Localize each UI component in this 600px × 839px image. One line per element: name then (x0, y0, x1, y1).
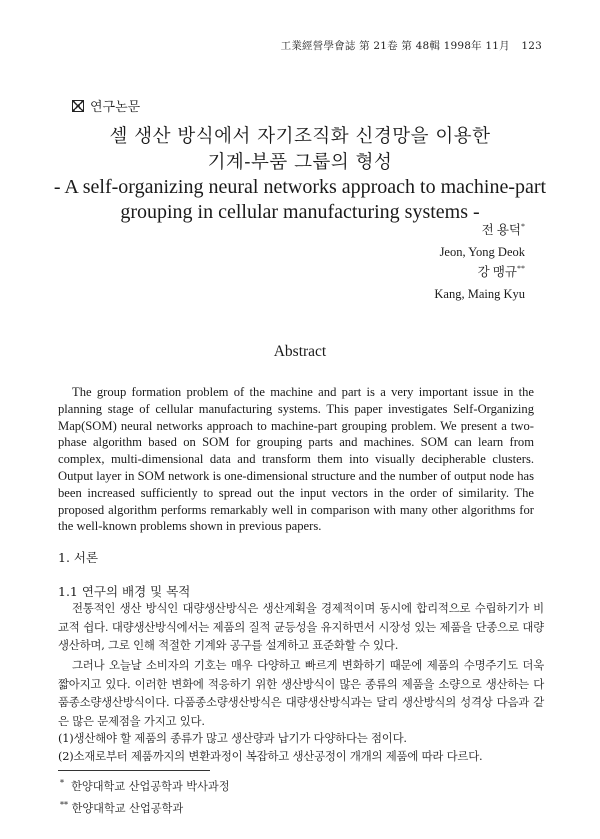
author1-mark: * (521, 221, 525, 231)
body-paragraph-1: 전통적인 생산 방식인 대량생산방식은 생산계획을 경제적이며 동시에 합리적으로 수립하기가 비교적 쉽다. 대량생산방식에서는 제품의 질적 균등성을 유지하면서 시장성 있는 제품을 단종으로 대량생산하며, 그로 인해 적절한 기계와 공구를 설계하고 표준화할 수 있다. (58, 601, 544, 653)
section-tag-label: 연구논문 (90, 100, 141, 115)
abstract-heading: Abstract (273, 343, 327, 360)
footnote-2-text: 한양대학교 산업공학과 (71, 802, 184, 815)
author2-mark: ** (517, 263, 525, 273)
author1-korean: 전 용덕* (481, 221, 525, 237)
author1-english: Jeon, Yong Deok (439, 245, 525, 259)
footnote-2 (60, 800, 183, 816)
title-english-line1: - A self-organizing neural networks approach to machine-part (53, 176, 547, 198)
title-korean-line2: 기계-부품 그룹의 형성 (207, 152, 393, 173)
boxed-cross-icon (72, 100, 84, 112)
title-english-line2: grouping in cellular manufacturing systems - (120, 201, 480, 223)
body-paragraph-2: 그러나 오늘날 소비자의 기호는 매우 다양하고 빠르게 변화하기 때문에 제품의 수명주기도 더욱 짧아지고 있다. 이러한 변화에 적응하기 위한 생산방식이 많은 종류의 제품을 소량으로 생산하는 다품종소량생산방식이다. 다품종소량생산방식은 대량생산방식과는 달리 생산방식의 성격상 다음과 같은 많은 문제점을 가지고 있다. (58, 658, 544, 728)
list-item-2: (2)소재로부터 제품까지의 변환과정이 복잡하고 생산공정이 개개의 제품에 따라 다르다. (58, 749, 483, 763)
footnote-1-mark: * (60, 778, 64, 788)
journal-header (281, 38, 542, 53)
title-korean-line1: 셀 생산 방식에서 자기조직화 신경망을 이용한 (109, 126, 491, 147)
author2-english: Kang, Maing Kyu (434, 287, 525, 301)
footnote-rule (58, 770, 210, 771)
author2-korean: 강 맹규** (477, 263, 525, 279)
footnote-2-mark: ** (60, 800, 68, 810)
section-tag (72, 96, 140, 115)
section-heading-introduction: 1. 서론 (58, 550, 99, 565)
footnote-1 (60, 778, 230, 794)
page-number: 123 (521, 40, 542, 52)
abstract-text: The group formation problem of the machine and part is a very important issue in the planning stage of cellular manufacturing systems. This paper investigates Self-Organizing Map(SOM) neural networks approach to machine-part grouping problem. We present a two-phase algorithm based on SOM for grouping parts and machines. SOM can learn from complex, multi-dimensional data and transform them into visually decipherable clusters. Output layer in SOM network is one-dimensional structure and the number of output node has been increased sufficiently to spread out the input vectors in the order of similarity. The proposed algorithm performs remarkably well in comparison with many other algorithms for the well-known problems shown in previous papers. (58, 385, 534, 534)
subsection-heading-background: 1.1 연구의 배경 및 목적 (58, 584, 191, 599)
journal-info: 工業經營學會誌 第 21卷 第 48輯 1998年 11月 (280, 40, 510, 52)
list-item-1: (1)생산해야 할 제품의 종류가 많고 생산량과 납기가 다양하다는 점이다. (58, 731, 407, 745)
footnote-1-text: 한양대학교 산업공학과 박사과정 (71, 780, 230, 793)
